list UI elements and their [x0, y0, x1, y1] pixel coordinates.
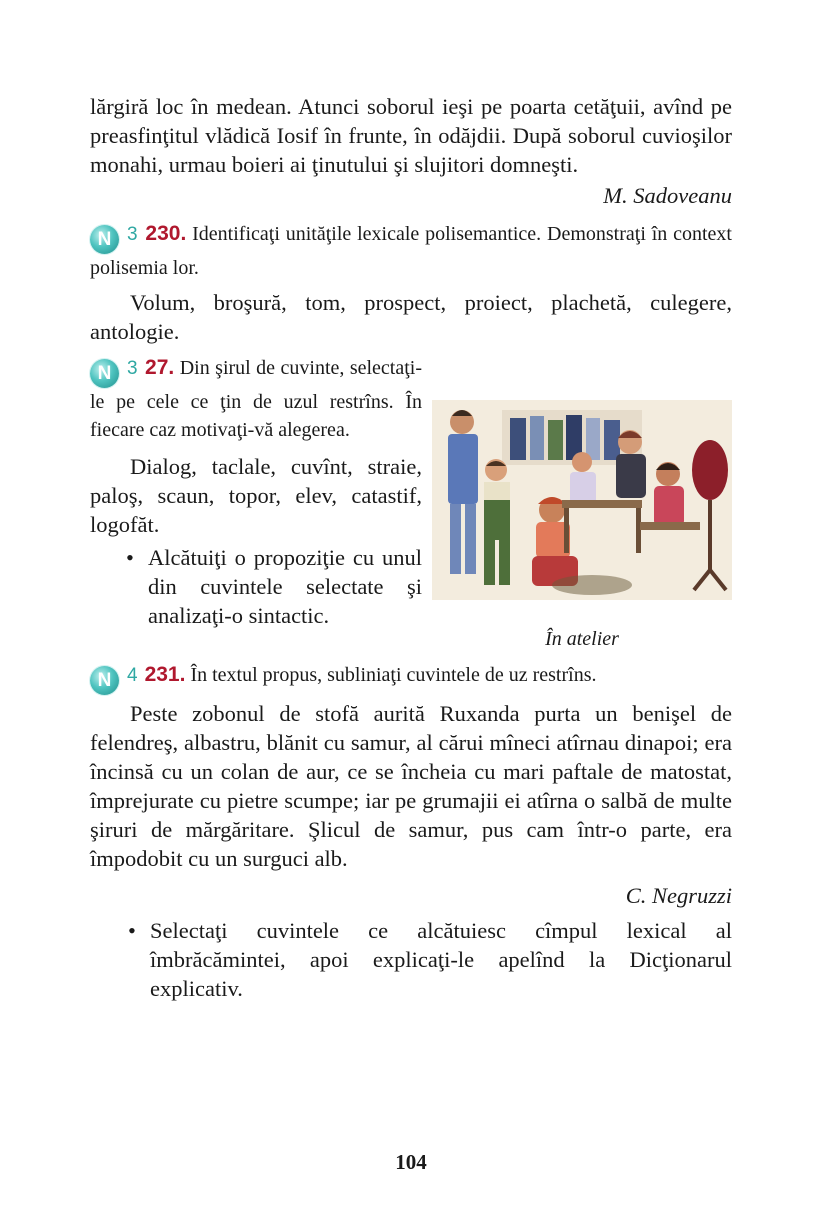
bullet-mark: • — [126, 545, 134, 570]
exercise-231 — [90, 661, 732, 695]
exercise-27-words: Dialog, taclale, cuvînt, straie, paloş, scaun, topor, elev, catastif, logofăt. — [90, 454, 422, 537]
bullet-text: Selectaţi cuvintele ce alcătuiesc cîmpul lexical al îmbrăcămintei, apoi explicaţi-le apelînd la Dicţionarul explicativ. — [150, 918, 732, 1001]
exercise-number: 230. — [145, 222, 187, 245]
exercise-number: 27. — [145, 356, 175, 379]
image-caption: În atelier — [545, 628, 619, 650]
page-content — [90, 92, 732, 1003]
author-sadoveanu: M. Sadoveanu — [603, 183, 732, 208]
exercise-instruction: În textul propus, subliniaţi cuvintele de uz restrîns. — [185, 664, 597, 686]
exercise-27-row — [90, 350, 732, 651]
tailor-workshop-illustration — [432, 400, 732, 600]
exercise-instruction: Identificaţi unităţile lexicale polisemantice. Demonstraţi în context polisemia lor. — [90, 223, 732, 279]
n-badge-icon: N — [90, 359, 119, 388]
exercise-27-header — [90, 354, 422, 444]
n-badge-icon: N — [90, 666, 119, 695]
bullet-text: Alcătuiţi o propoziţie cu unul din cuvintele selectate şi analizaţi-o sintactic. — [148, 545, 422, 628]
bullet-mark: • — [128, 918, 136, 943]
page-number: 104 — [395, 1150, 427, 1174]
exercise-230-words: Volum, broşură, tom, prospect, proiect, plachetă, culegere, antologie. — [90, 290, 732, 344]
n-badge-icon: N — [90, 225, 119, 254]
difficulty-level: 3 — [127, 224, 138, 245]
exercise-231-text: Peste zobonul de stofă aurită Ruxanda purta un benişel de felendreş, albastru, blănit cu samur, al cărui mîneci atîrnau dinapoi; era încinsă cu un colan de aur, ce se încheia cu mari paftale de matostat, împrejurate cu pietre scumpe; iar pe grumajii ei atîrna o salbă de multe şiruri de mărgăritare. Şlicul de samur, pus cam într-o parte, era împodobit cu un surguci alb. — [90, 701, 732, 871]
exercise-231-bullet — [128, 916, 732, 1003]
exercise-27-bullet — [126, 543, 422, 630]
intro-paragraph: lărgiră loc în medean. Atunci soborul ieşi pe poarta cetăţuii, avînd pe preasfinţitul vlădică Iosif în frunte, în odăjdii. După soborul cuvioşilor monahi, urmau boieri ai ţinutului şi slujitori domneşti. — [90, 94, 732, 177]
exercise-number: 231. — [144, 663, 186, 686]
exercise-230 — [90, 220, 732, 282]
exercise-instruction: Din şirul de cuvinte, selectaţi-le pe cele ce ţin de uzul restrîns. În fiecare caz motivaţi-vă alegerea. — [90, 357, 423, 441]
author-negruzzi: C. Negruzzi — [625, 883, 732, 908]
exercise-27 — [90, 350, 422, 651]
difficulty-level: 3 — [127, 358, 138, 379]
difficulty-level: 4 — [127, 665, 138, 686]
illustration — [432, 400, 732, 651]
